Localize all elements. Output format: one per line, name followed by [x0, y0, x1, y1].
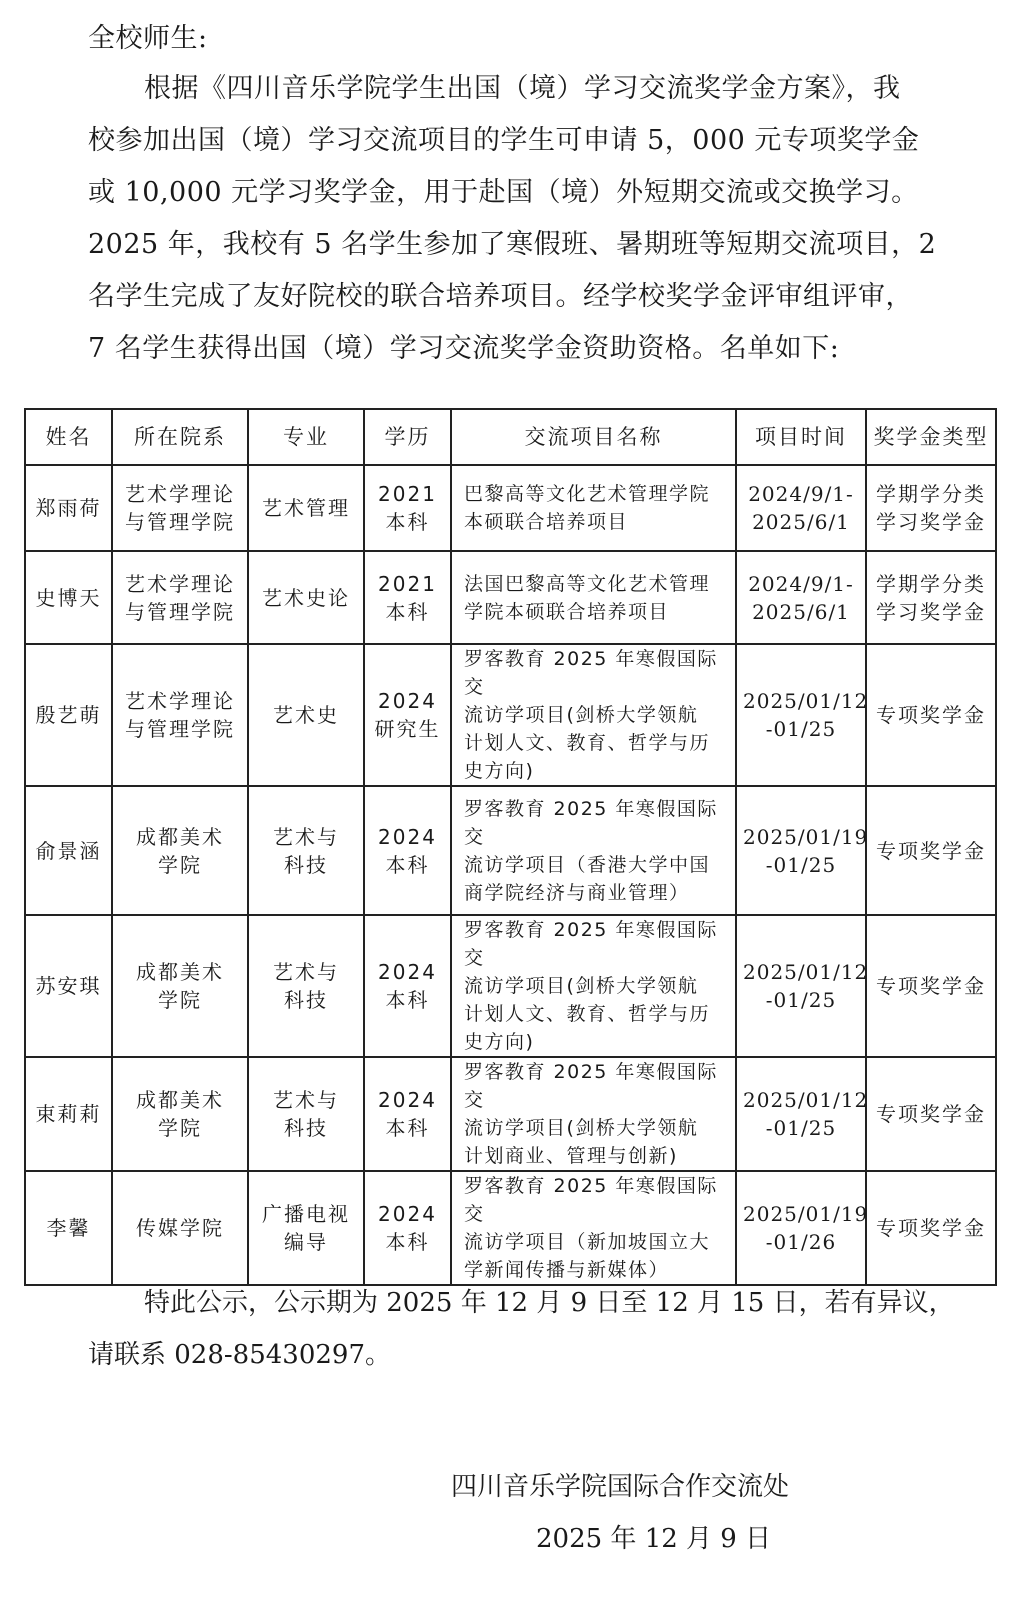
- cell-time-line: 2025/01/12: [743, 960, 869, 984]
- cell-degree: [364, 551, 451, 644]
- cell-project-line: 罗客教育 2025 年寒假国际交: [464, 919, 718, 969]
- cell-degree: [364, 1057, 451, 1171]
- cell-type-line: 学期学分类: [876, 571, 986, 596]
- cell-type-line: 专项奖学金: [876, 838, 986, 863]
- cell-type: [866, 786, 996, 915]
- cell-degree-line: 2024: [378, 689, 437, 713]
- cell-name: 史博天: [25, 551, 112, 644]
- cell-major-line: 艺术管理: [262, 496, 350, 520]
- cell-project: [451, 1057, 736, 1171]
- cell-type-line: 专项奖学金: [876, 703, 986, 727]
- header-time: 项目时间: [736, 409, 866, 465]
- cell-type: [866, 1171, 996, 1285]
- cell-project-line: 史方向): [464, 760, 535, 782]
- cell-major-line: 编导: [284, 1230, 328, 1254]
- cell-project-line: 流访学项目（新加坡国立大: [464, 1231, 711, 1253]
- table-row: [25, 1057, 996, 1171]
- signature-org: 四川音乐学院国际合作交流处: [451, 1472, 790, 1502]
- cell-type-line: 专项奖学金: [876, 1102, 986, 1126]
- cell-type: [866, 915, 996, 1057]
- cell-type-line: 学习奖学金: [876, 599, 986, 624]
- cell-dept-line: 与管理学院: [125, 717, 235, 741]
- cell-project: [451, 786, 736, 915]
- cell-project-line: 计划人文、教育、哲学与历: [464, 1003, 711, 1025]
- body-line-5: 名学生完成了友好院校的联合培养项目。经学校奖学金评审组评审，: [88, 281, 913, 312]
- cell-project-line: 巴黎高等文化艺术管理学院: [464, 483, 711, 505]
- cell-dept-line: 与管理学院: [125, 510, 235, 534]
- cell-project-line: 罗客教育 2025 年寒假国际交: [464, 797, 718, 848]
- cell-type-line: 专项奖学金: [876, 1216, 986, 1240]
- cell-time: [736, 1057, 869, 1171]
- body-line-2: 校参加出国（境）学习交流项目的学生可申请 5，000 元专项奖学金: [88, 125, 920, 156]
- cell-project: [451, 644, 736, 786]
- cell-project-line: 计划商业、管理与创新): [464, 1145, 678, 1167]
- cell-project-line: 流访学项目(剑桥大学领航: [464, 975, 699, 997]
- cell-time-line: 2025/01/19: [743, 1202, 869, 1226]
- table-row: [25, 551, 996, 644]
- signature-date: 2025 年 12 月 9 日: [536, 1524, 772, 1554]
- cell-project-line: 学院本硕联合培养项目: [464, 600, 670, 623]
- scholarship-roster-table: [24, 408, 997, 1286]
- cell-major-line: 科技: [284, 988, 328, 1012]
- cell-time-line: 2025/01/12: [743, 689, 869, 713]
- body-line-3: 或 10,000 元学习奖学金，用于赴国（境）外短期交流或交换学习。: [88, 177, 919, 208]
- cell-degree-line: 2021: [378, 482, 437, 506]
- cell-degree-line: 本科: [385, 852, 430, 877]
- cell-major-line: 艺术与: [273, 1088, 339, 1112]
- header-name: 姓名: [25, 409, 112, 465]
- cell-dept-line: 学院: [158, 1116, 202, 1140]
- cell-dept-line: 艺术学理论: [125, 571, 235, 596]
- cell-degree: [364, 786, 451, 915]
- closing-line-1: 特此公示，公示期为 2025 年 12 月 9 日至 12 月 15 日，若有异议，: [144, 1288, 955, 1318]
- cell-degree-line: 2024: [378, 1202, 437, 1226]
- cell-type-line: 学习奖学金: [876, 510, 986, 534]
- cell-time-line: -01/26: [765, 1230, 837, 1254]
- cell-degree-line: 本科: [385, 1116, 430, 1140]
- cell-project-line: 流访学项目(剑桥大学领航: [464, 704, 699, 726]
- cell-time-line: 2024/9/1-: [748, 482, 854, 506]
- cell-dept-line: 传媒学院: [136, 1216, 224, 1240]
- cell-major: [248, 465, 364, 551]
- cell-major: [248, 1171, 364, 1285]
- table-body: [25, 465, 996, 1285]
- cell-degree: [364, 644, 451, 786]
- cell-major-line: 艺术与: [273, 960, 339, 984]
- cell-project-line: 本硕联合培养项目: [464, 511, 629, 533]
- cell-time-line: -01/25: [765, 717, 837, 741]
- cell-type: [866, 644, 996, 786]
- cell-project: [451, 465, 736, 551]
- cell-degree-line: 本科: [385, 599, 430, 624]
- cell-time: [736, 786, 869, 915]
- cell-name: 郑雨荷: [25, 465, 112, 551]
- cell-time-line: 2025/6/1: [752, 599, 850, 624]
- cell-time-line: -01/25: [765, 988, 837, 1012]
- cell-type: [866, 465, 996, 551]
- cell-type: [866, 551, 996, 644]
- cell-dept: [112, 786, 248, 915]
- cell-project: [451, 551, 736, 644]
- cell-time-line: -01/25: [765, 852, 837, 877]
- cell-time: [736, 644, 869, 786]
- cell-degree: [364, 465, 451, 551]
- header-dept: 所在院系: [112, 409, 248, 465]
- cell-degree-line: 2024: [378, 960, 437, 984]
- cell-dept-line: 成都美术: [136, 960, 224, 984]
- greeting: 全校师生:: [88, 23, 208, 54]
- cell-dept-line: 成都美术: [136, 824, 224, 849]
- cell-time: [736, 1171, 869, 1285]
- cell-time-line: 2024/9/1-: [748, 571, 854, 596]
- cell-time: [736, 915, 869, 1057]
- cell-time-line: -01/25: [765, 1116, 837, 1140]
- cell-dept: [112, 1057, 248, 1171]
- cell-major: [248, 1057, 364, 1171]
- cell-project-line: 罗客教育 2025 年寒假国际交: [464, 1061, 718, 1111]
- body-line-1: 根据《四川音乐学院学生出国（境）学习交流奖学金方案》，我: [144, 73, 901, 104]
- cell-major-line: 艺术与: [273, 824, 339, 849]
- cell-project-line: 商学院经济与商业管理）: [464, 881, 690, 904]
- body-line-6: 7 名学生获得出国（境）学习交流奖学金资助资格。名单如下:: [88, 333, 840, 364]
- table-header-row: [25, 409, 996, 465]
- cell-dept-line: 成都美术: [136, 1088, 224, 1112]
- closing-line-2: 请联系 028-85430297。: [88, 1340, 392, 1370]
- cell-name: 殷艺萌: [25, 644, 112, 786]
- cell-time: [736, 551, 866, 644]
- cell-major-line: 艺术史: [273, 703, 339, 727]
- cell-dept-line: 与管理学院: [125, 599, 235, 624]
- header-type: 奖学金类型: [866, 409, 996, 465]
- cell-time: [736, 465, 866, 551]
- cell-project: [451, 1171, 736, 1285]
- cell-type: [866, 1057, 996, 1171]
- cell-project-line: 史方向): [464, 1031, 535, 1053]
- cell-time-line: 2025/01/19: [743, 824, 869, 849]
- header-project: 交流项目名称: [451, 409, 736, 465]
- cell-major: [248, 644, 364, 786]
- cell-project-line: 法国巴黎高等文化艺术管理: [464, 572, 711, 595]
- cell-major-line: 科技: [284, 852, 328, 877]
- cell-project-line: 流访学项目（香港大学中国: [464, 853, 711, 876]
- cell-type-line: 专项奖学金: [876, 974, 986, 998]
- cell-major-line: 艺术史论: [262, 585, 350, 610]
- table-row: [25, 915, 996, 1057]
- cell-dept-line: 学院: [158, 852, 202, 877]
- cell-degree-line: 2021: [378, 571, 437, 596]
- cell-type-line: 学期学分类: [876, 482, 986, 506]
- cell-name: 李馨: [25, 1171, 112, 1285]
- cell-name: 苏安琪: [25, 915, 112, 1057]
- cell-major-line: 广播电视: [262, 1202, 350, 1226]
- cell-degree-line: 研究生: [374, 717, 441, 741]
- table-row: [25, 644, 996, 786]
- cell-major-line: 科技: [284, 1116, 328, 1140]
- cell-dept: [112, 465, 248, 551]
- cell-dept-line: 艺术学理论: [125, 689, 235, 713]
- cell-project-line: 学新闻传播与新媒体）: [464, 1259, 670, 1281]
- cell-degree: [364, 915, 451, 1057]
- body-line-4: 2025 年，我校有 5 名学生参加了寒假班、暑期班等短期交流项目，2: [88, 229, 937, 260]
- cell-dept: [112, 915, 248, 1057]
- cell-major: [248, 786, 364, 915]
- cell-project-line: 罗客教育 2025 年寒假国际交: [464, 1175, 718, 1225]
- cell-time-line: 2025/6/1: [752, 510, 850, 534]
- cell-dept: [112, 551, 248, 644]
- cell-project-line: 流访学项目(剑桥大学领航: [464, 1117, 699, 1139]
- cell-dept-line: 艺术学理论: [125, 482, 235, 506]
- cell-name: 束莉莉: [25, 1057, 112, 1171]
- cell-project: [451, 915, 736, 1057]
- cell-major: [248, 915, 364, 1057]
- cell-project-line: 计划人文、教育、哲学与历: [464, 732, 711, 754]
- cell-degree-line: 2024: [378, 1088, 437, 1112]
- cell-degree-line: 本科: [385, 510, 430, 534]
- cell-dept: [112, 644, 248, 786]
- cell-degree-line: 本科: [385, 988, 430, 1012]
- cell-project-line: 罗客教育 2025 年寒假国际交: [464, 648, 718, 698]
- table-row: [25, 465, 996, 551]
- header-major: 专业: [248, 409, 364, 465]
- header-degree: 学历: [364, 409, 451, 465]
- cell-time-line: 2025/01/12: [743, 1088, 869, 1112]
- cell-degree-line: 本科: [385, 1230, 430, 1254]
- cell-degree: [364, 1171, 451, 1285]
- cell-dept-line: 学院: [158, 988, 202, 1012]
- table-row: [25, 1171, 996, 1285]
- cell-name: 俞景涵: [25, 786, 112, 915]
- cell-dept: [112, 1171, 248, 1285]
- table-row: [25, 786, 996, 915]
- cell-degree-line: 2024: [378, 824, 437, 849]
- cell-major: [248, 551, 364, 644]
